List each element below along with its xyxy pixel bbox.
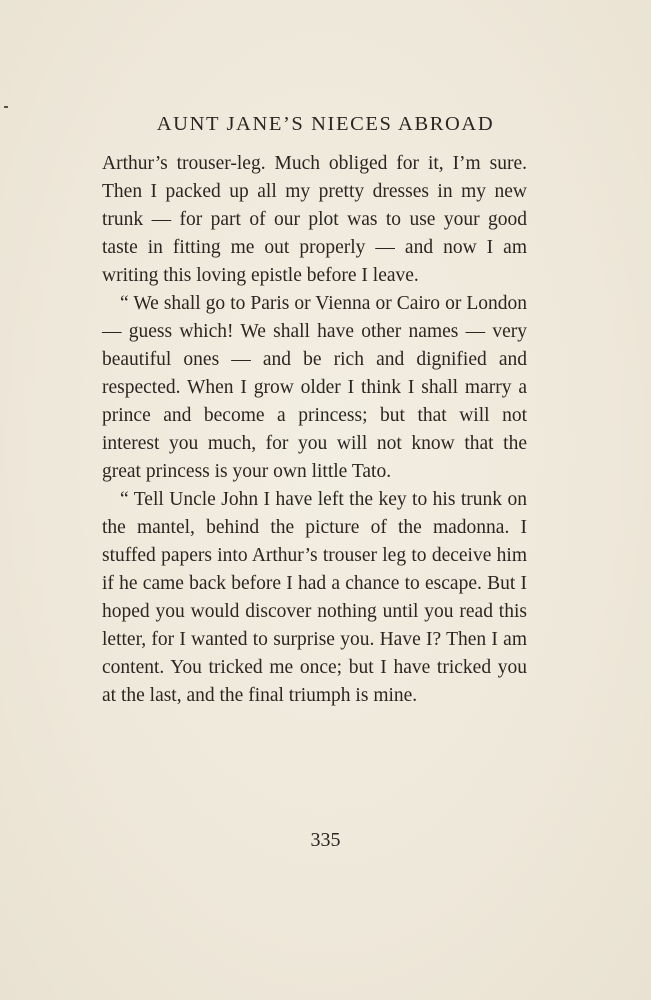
paragraph-letter-uncle-john: “ Tell Uncle John I have left the key to his trunk on the mantel, behind the picture of the madonna. I stuffed papers into Arthur’s trouser leg to deceive him if he came back before I had a chance to escape. But I hoped you would discover nothing until you read this letter, for I wanted to surprise you. Have I? Then I am content. You tricked me once; but I have tricked you at the last, and the final triumph is mine. [102, 489, 527, 706]
paragraph-letter-paris: “ We shall go to Paris or Vienna or Cairo or London — guess which! We shall have other names — very beautiful ones — and be rich and dignified and respected. When I grow older I think I shall marry a prince and become a princess; but that will not interest you much, for you will not know that the great princess is your own little Tato. [102, 293, 527, 482]
paragraph-continuation: Arthur’s trouser-leg. Much obliged for it, I’m sure. Then I packed up all my pretty dresses in my new trunk — for part of our plot was to use your good taste in fitting me out properly — and now I am writing this loving epistle before I leave. [102, 153, 527, 286]
page-number: 335 [310, 829, 341, 851]
running-head: AUNT JANE’S NIECES ABROAD [156, 113, 495, 135]
body-text [102, 150, 527, 710]
page-edge-mark [4, 106, 8, 108]
